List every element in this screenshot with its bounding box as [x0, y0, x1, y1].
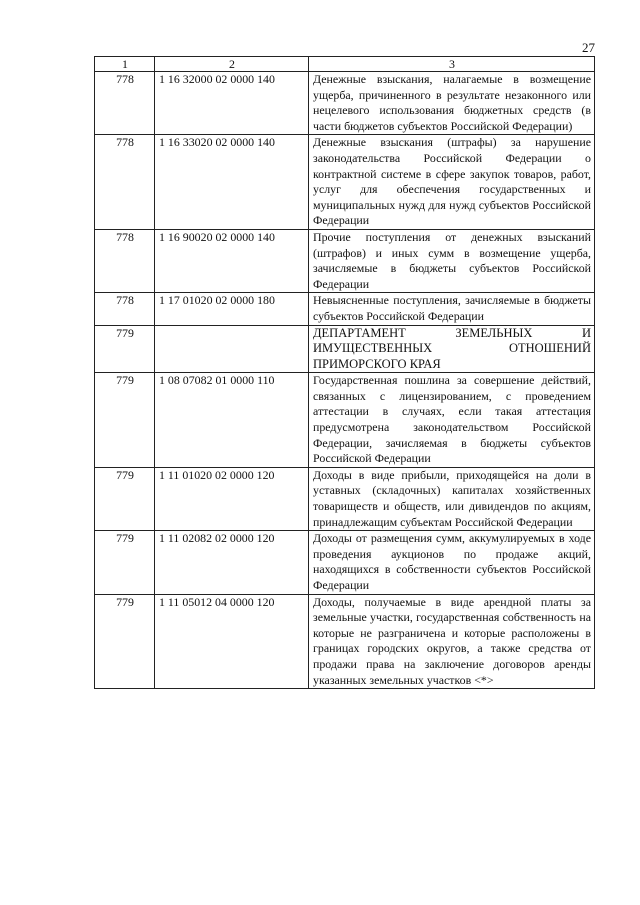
- table-row: [95, 467, 595, 530]
- admin-code-cell: 778: [95, 135, 155, 230]
- kbk-code-cell: 1 11 01020 02 0000 120: [155, 467, 309, 530]
- description-cell: Денежные взыскания (штрафы) за нарушение законодательства Российской Федерации о контрактной системе в сфере закупок товаров, работ, услуг для обеспечения государственных и муниципальных нужд для нужд субъектов Российской Федерации: [309, 135, 595, 230]
- description-cell: Прочие поступления от денежных взысканий (штрафов) и иных сумм в возмещение ущерба, зачисляемые в бюджеты субъектов Российской Федерации: [309, 229, 595, 292]
- admin-code-cell: 779: [95, 467, 155, 530]
- description-cell: Денежные взыскания, налагаемые в возмещение ущерба, причиненного в результате незаконного или нецелевого использования бюджетных средств (в части бюджетов субъектов Российской Федерации): [309, 72, 595, 135]
- description-cell: Невыясненные поступления, зачисляемые в бюджеты субъектов Российской Федерации: [309, 293, 595, 325]
- kbk-code-cell: 1 11 05012 04 0000 120: [155, 594, 309, 689]
- budget-classification-table: [94, 56, 595, 689]
- admin-code-cell: 778: [95, 72, 155, 135]
- admin-code-cell: 779: [95, 594, 155, 689]
- admin-code-cell: 778: [95, 229, 155, 292]
- kbk-code-cell: 1 08 07082 01 0000 110: [155, 373, 309, 468]
- table-header-row: [95, 57, 595, 72]
- table-row: [95, 72, 595, 135]
- admin-code-cell: 778: [95, 293, 155, 325]
- column-header-1: 1: [95, 57, 155, 72]
- kbk-code-cell: [155, 325, 309, 373]
- description-cell: Доходы от размещения сумм, аккумулируемых в ходе проведения аукционов по продаже акций, находящихся в собственности субъектов Российской Федерации: [309, 531, 595, 594]
- table-row: [95, 594, 595, 689]
- table-row: [95, 293, 595, 325]
- kbk-code-cell: 1 16 90020 02 0000 140: [155, 229, 309, 292]
- table-row-department: [95, 325, 595, 373]
- admin-code-cell: 779: [95, 373, 155, 468]
- kbk-code-cell: 1 16 33020 02 0000 140: [155, 135, 309, 230]
- description-cell: Государственная пошлина за совершение действий, связанных с лицензированием, с проведением аттестации в случаях, если такая аттестация предусмотрена законодательством Российской Федерации, зачисляемая в бюджеты субъектов Российской Федерации: [309, 373, 595, 468]
- column-header-3: 3: [309, 57, 595, 72]
- department-name-cell: ДЕПАРТАМЕНТ ЗЕМЕЛЬНЫХ И ИМУЩЕСТВЕННЫХ ОТНОШЕНИЙ ПРИМОРСКОГО КРАЯ: [309, 325, 595, 373]
- description-cell: Доходы, получаемые в виде арендной платы за земельные участки, государственная собственность на которые не разграничена и которые расположены в границах городских округов, а также средства от продажи права на заключение договоров аренды указанных земельных участков <*>: [309, 594, 595, 689]
- description-cell: Доходы в виде прибыли, приходящейся на доли в уставных (складочных) капиталах хозяйственных товариществ и обществ, или дивидендов по акциям, принадлежащим субъектам Российской Федерации: [309, 467, 595, 530]
- admin-code-cell: 779: [95, 325, 155, 373]
- admin-code-cell: 779: [95, 531, 155, 594]
- table-row: [95, 531, 595, 594]
- column-header-2: 2: [155, 57, 309, 72]
- table-row: [95, 135, 595, 230]
- kbk-code-cell: 1 17 01020 02 0000 180: [155, 293, 309, 325]
- table-row: [95, 373, 595, 468]
- kbk-code-cell: 1 16 32000 02 0000 140: [155, 72, 309, 135]
- page-number: 27: [582, 40, 595, 55]
- table-row: [95, 229, 595, 292]
- kbk-code-cell: 1 11 02082 02 0000 120: [155, 531, 309, 594]
